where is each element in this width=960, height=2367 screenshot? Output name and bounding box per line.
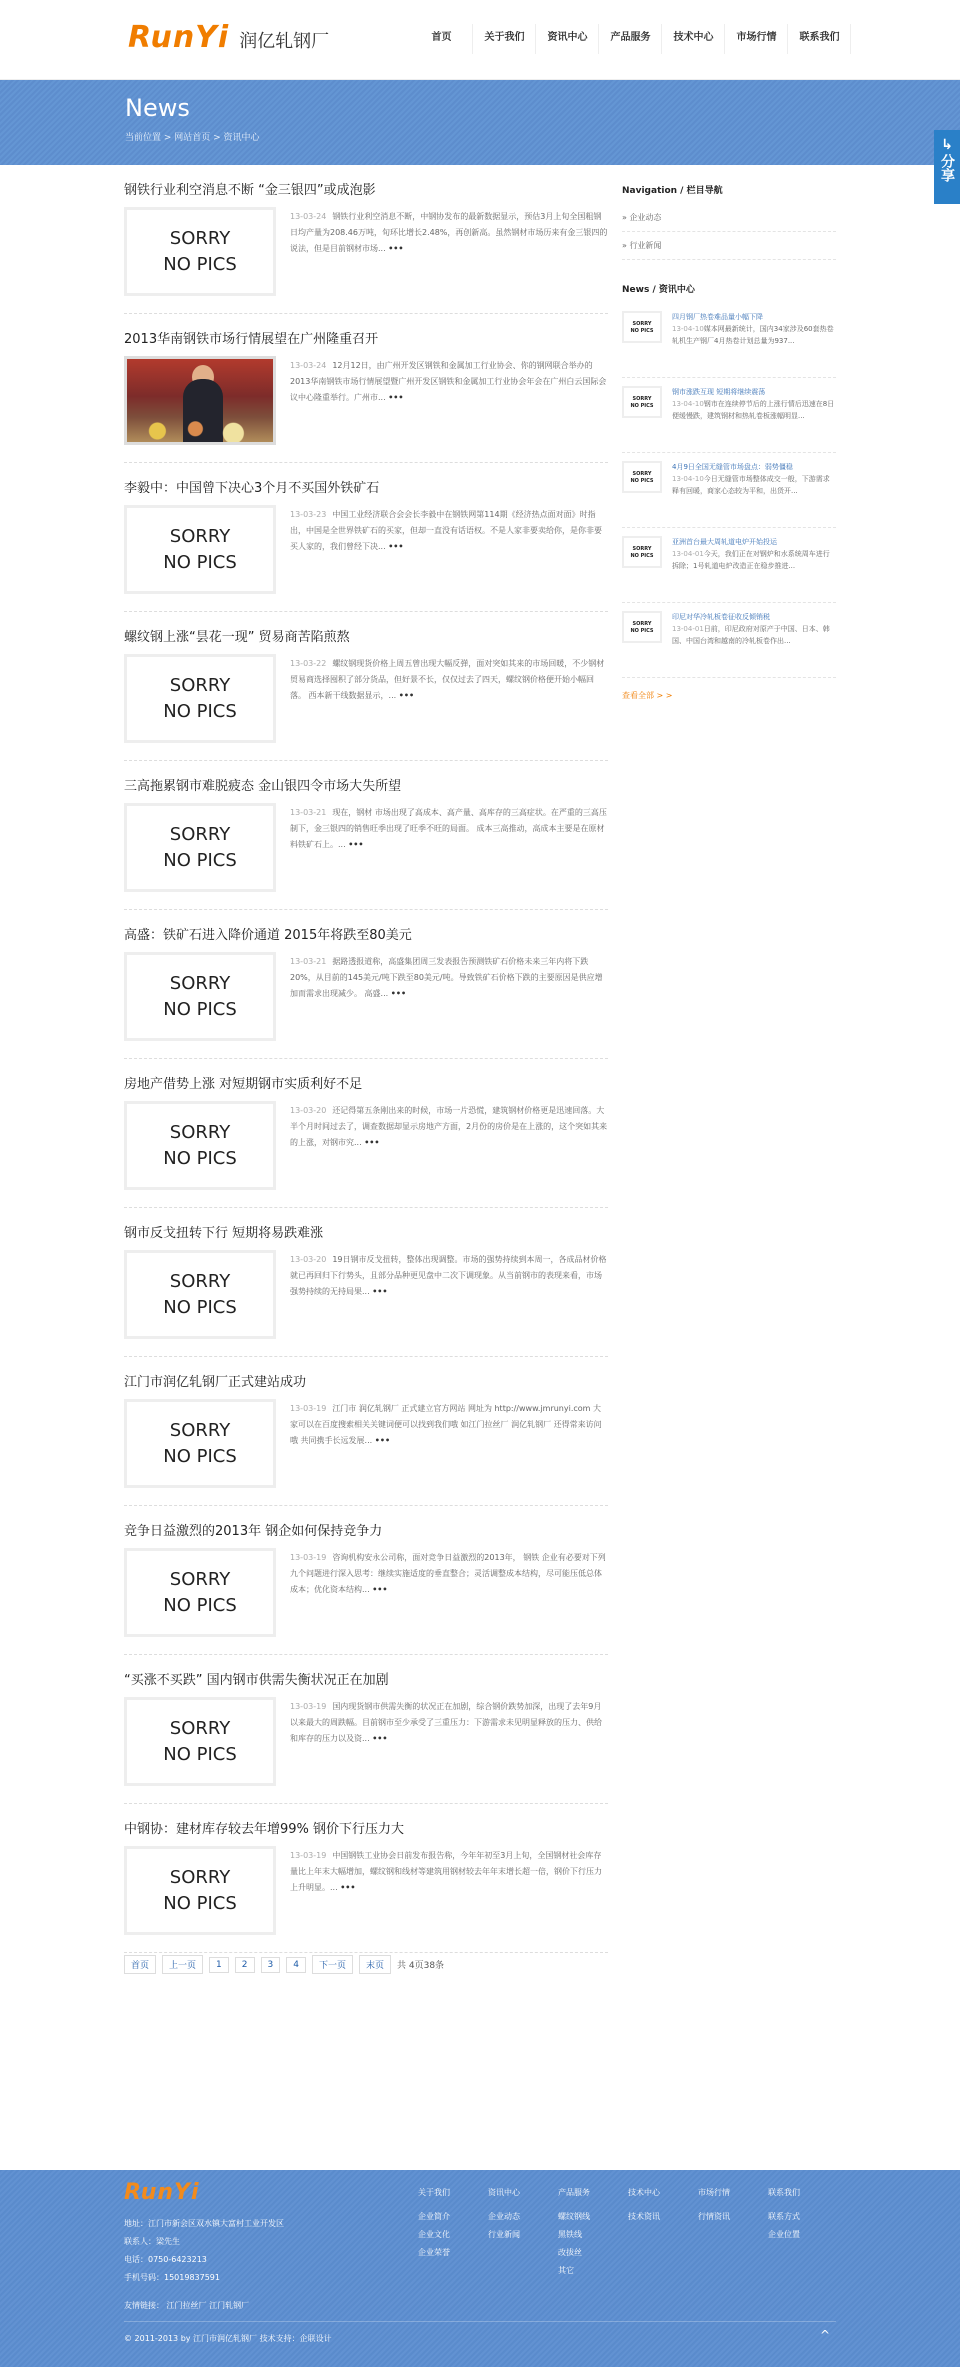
article-body	[124, 1697, 608, 1786]
site-footer	[0, 2170, 960, 2367]
article-body	[124, 654, 608, 743]
back-to-top-button[interactable]: ^	[820, 2328, 831, 2342]
article-summary	[290, 1548, 608, 1637]
placeholder-line-1: SORRY	[169, 1270, 231, 1292]
sidebar-news-title[interactable]: 四月钢厂热卷难品量小幅下降	[672, 313, 763, 321]
article-title[interactable]: 李毅中：中国曾下决心3个月不买国外铁矿石	[124, 481, 380, 496]
article-body	[124, 207, 608, 296]
article-date: 13-03-19	[290, 1553, 327, 1562]
read-more-link[interactable]: •••	[372, 1585, 388, 1594]
placeholder-line-2: NO PICS	[163, 1147, 237, 1169]
share-icon: ↳	[941, 137, 953, 153]
article-summary-text: 钢铁行业利空消息不断，中钢协发布的最新数据显示，预估3月上旬全国粗钢日均产量为208.46万吨，旬环比增长2.48%，再创新高。虽然钢材市场历来有金三银四的说法，但是目前钢材市场...	[290, 212, 608, 253]
article-summary	[290, 952, 608, 1041]
sidebar-news-item[interactable]	[622, 453, 836, 528]
no-pics-placeholder[interactable]	[124, 207, 276, 296]
footer-link[interactable]: 行情资讯	[698, 2212, 730, 2221]
nav-news[interactable]: 资讯中心	[536, 0, 599, 80]
sidebar-news-summary: 日前，印尼政府对原产于中国、日本、韩国、中国台湾和越南的冷轧板卷作出...	[672, 625, 830, 645]
article-summary-text: 螺纹钢现货价格上周五曾出现大幅反弹，面对突如其来的市场回暖，不少钢材贸易商选择囤积了部分货品，但好景不长，仅仅过去了四天，螺纹钢价格便开始小幅回落。 西本新干线数据显示，...	[290, 659, 605, 700]
footer-divider	[124, 2321, 836, 2322]
logo-cn: 润亿轧钢厂	[239, 31, 330, 52]
nav-tech[interactable]: 技术中心	[662, 0, 725, 80]
sidebar-link-industry-news[interactable]: » 行业新闻	[622, 232, 836, 260]
no-pics-placeholder[interactable]	[124, 1399, 276, 1488]
placeholder-line-2: NO PICS	[163, 1892, 237, 1914]
sidebar-news-text	[672, 461, 836, 519]
article-title[interactable]: 高盛：铁矿石进入降价通道 2015年将跌至80美元	[124, 928, 412, 943]
article-body	[124, 803, 608, 892]
sidebar-news-summary: 媒本网最新统计，国内34家涉及60套热卷轧机生产钢厂4月热卷计划总量为937...	[672, 325, 834, 345]
sidebar-news-item[interactable]	[622, 603, 836, 678]
article-date: 13-03-22	[290, 659, 327, 668]
article-summary	[290, 356, 608, 445]
pager-page-1[interactable]: 1	[209, 1957, 229, 1973]
footer-column	[628, 2184, 698, 2280]
sidebar-news-summary: 今日无缝管市场整体成交一般，下游需求释有回暖，商家心态较为平和，出货开...	[672, 475, 830, 495]
article-date: 13-03-23	[290, 510, 327, 519]
article-body	[124, 1846, 608, 1935]
no-pics-placeholder	[622, 461, 662, 493]
footer-column	[558, 2184, 628, 2280]
article-title[interactable]: 江门市润亿轧钢厂正式建站成功	[124, 1375, 307, 1390]
view-all-link[interactable]: 查看全部 > >	[622, 691, 673, 700]
read-more-link[interactable]: •••	[398, 691, 415, 700]
footer-columns	[418, 2184, 838, 2280]
footer-phone: 电话：0750-6423213	[124, 2255, 207, 2264]
footer-link[interactable]: 行业新闻	[488, 2230, 520, 2239]
placeholder-line-2: NO PICS	[630, 328, 654, 334]
no-pics-placeholder[interactable]	[124, 803, 276, 892]
article-title[interactable]: 2013华南钢铁市场行情展望在广州隆重召开	[124, 332, 379, 347]
page-title: News	[125, 94, 190, 122]
sidebar-news-item[interactable]	[622, 303, 836, 378]
placeholder-line-2: NO PICS	[630, 628, 654, 634]
placeholder-line-1: SORRY	[169, 525, 231, 547]
article-date: 13-03-19	[290, 1851, 327, 1860]
photo-flowers	[127, 420, 276, 442]
footer-link[interactable]: 企业位置	[768, 2230, 800, 2239]
placeholder-line-2: NO PICS	[163, 1296, 237, 1318]
share-label: 分享	[939, 154, 955, 182]
pager-page-2[interactable]: 2	[235, 1957, 255, 1973]
footer-copyright: © 2011-2013 by 江门市润亿轧钢厂 技术支持：企联设计	[124, 2334, 332, 2343]
article-item	[124, 1804, 608, 1953]
article-summary-text: 12月12日，由广州开发区钢铁和金属加工行业协会、你的钢网联合举办的2013华南钢铁市场行情展望暨广州开发区钢铁和金属加工行业协会年会在广州白云国际会议中心隆重举行。广州市...	[290, 361, 607, 402]
placeholder-line-1: SORRY	[632, 471, 652, 477]
read-more-link[interactable]: •••	[390, 989, 407, 998]
footer-mobile: 手机号码：15019837591	[124, 2273, 220, 2282]
placeholder-line-1: SORRY	[169, 227, 231, 249]
sidebar-news-text	[672, 311, 836, 369]
read-more-link[interactable]: •••	[388, 542, 404, 551]
article-item	[124, 761, 608, 910]
article-body	[124, 356, 608, 445]
footer-column-head[interactable]: 技术中心	[628, 2188, 660, 2197]
read-more-link[interactable]: •••	[340, 1883, 356, 1892]
sidebar-news-date: 13-04-01	[672, 625, 704, 633]
article-summary-text: 据路透报道称，高盛集团周三发表报告预测铁矿石价格未来三年内将下跌20%，从目前的145美元/吨下跌至80美元/吨。导致铁矿石价格下跌的主要原因是供应增加而需求出现减少。 高盛...	[290, 957, 603, 998]
no-pics-placeholder	[622, 536, 662, 568]
sidebar-news-title[interactable]: 4月9日全国无缝管市场盘点：弱势僵稳	[672, 463, 793, 471]
article-body	[124, 1548, 608, 1637]
article-body	[124, 1250, 608, 1339]
placeholder-line-1: SORRY	[169, 1121, 231, 1143]
article-summary-text: 国内现货钢市供需失衡的状况正在加剧，综合钢价跌势加深，出现了去年9月以来最大的周跌幅。目前钢市至少承受了三重压力：下游需求未见明显释放的压力、供给和库存的压力以及资...	[290, 1702, 602, 1743]
article-title[interactable]: 房地产借势上涨 对短期钢市实质利好不足	[124, 1077, 363, 1092]
footer-column	[418, 2184, 488, 2280]
article-date: 13-03-24	[290, 361, 327, 370]
footer-link[interactable]: 企业文化	[418, 2230, 450, 2239]
article-item	[124, 612, 608, 761]
sidebar-news-summary: 今天，我们正在对钢炉和水系统周车进行拆除；1号轧道电炉改造正在稳步推进...	[672, 550, 830, 570]
article-date: 13-03-21	[290, 957, 327, 966]
article-date: 13-03-20	[290, 1255, 327, 1264]
no-pics-placeholder[interactable]	[124, 952, 276, 1041]
article-summary-text: 中国工业经济联合会会长李毅中在钢铁网第114期《经济热点面对面》时指出，中国是全世界铁矿石的买家，但却一直没有话语权。不是人家非要卖给你，是你非要买人家的，我们曾经下决...	[290, 510, 602, 551]
placeholder-line-2: NO PICS	[163, 1594, 237, 1616]
footer-column-head[interactable]: 联系我们	[768, 2188, 800, 2197]
read-more-link[interactable]: •••	[388, 393, 404, 402]
placeholder-line-1: SORRY	[632, 546, 652, 552]
pager-next[interactable]: 下一页	[312, 1955, 353, 1974]
footer-link[interactable]: 改拔丝	[558, 2248, 582, 2257]
article-summary	[290, 505, 608, 594]
footer-column	[488, 2184, 558, 2280]
article-summary	[290, 1399, 608, 1488]
article-summary-text: 现在，钢材 市场出现了高成本、高产量、高库存的三高症状。在严重的三高压制下，金三银四的销售旺季出现了旺季不旺的局面。 成本三高推动，高成本主要是在原材料铁矿石上。...	[290, 808, 607, 849]
nav-market[interactable]: 市场行情	[725, 0, 788, 80]
no-pics-placeholder[interactable]	[124, 1548, 276, 1637]
pager-page-3[interactable]: 3	[261, 1957, 281, 1973]
footer-contact	[124, 2215, 284, 2287]
sidebar-news-text	[672, 386, 836, 444]
footer-address: 地址：江门市新会区双水镇大富村工业开发区	[124, 2219, 284, 2228]
footer-column-head[interactable]: 关于我们	[418, 2188, 450, 2197]
placeholder-line-2: NO PICS	[163, 1743, 237, 1765]
article-summary-text: 还记得第五条刚出来的时候，市场一片恐慌，建筑钢材价格更是迅速回落。大半个月时间过去了，调查数据却显示房地产方面，2月份的房价是在上涨的，这个突如其来的上涨，对钢市究...	[290, 1106, 608, 1147]
no-pics-placeholder[interactable]	[124, 1846, 276, 1935]
article-summary	[290, 1250, 608, 1339]
no-pics-placeholder	[622, 611, 662, 643]
read-more-link[interactable]: •••	[388, 244, 404, 253]
sidebar-news-list	[622, 303, 836, 678]
nav-contact[interactable]: 联系我们	[788, 0, 851, 80]
article-date: 13-03-24	[290, 212, 327, 221]
placeholder-line-1: SORRY	[169, 972, 231, 994]
footer-link[interactable]: 联系方式	[768, 2212, 800, 2221]
no-pics-placeholder[interactable]	[124, 1250, 276, 1339]
placeholder-line-1: SORRY	[169, 1568, 231, 1590]
breadcrumb[interactable]: 当前位置 > 网站首页 > 资讯中心	[125, 133, 260, 143]
placeholder-line-2: NO PICS	[163, 253, 237, 275]
article-summary-text: 江门市 润亿轧钢厂 正式建立官方网站 网址为 http://www.jmrunyi.com 大家可以在百度搜索相关关键词便可以找到我们哦 如江门拉丝厂 润亿轧钢厂 还得常来访问哦 共同携手长远发展...	[290, 1404, 602, 1445]
article-item	[124, 314, 608, 463]
sidebar-news-title[interactable]: 钢市涨跌互现 短期将继续震荡	[672, 388, 766, 396]
article-date: 13-03-21	[290, 808, 327, 817]
article-list	[124, 165, 608, 1953]
placeholder-line-1: SORRY	[632, 621, 652, 627]
article-date: 13-03-19	[290, 1404, 327, 1413]
main-nav	[410, 0, 851, 80]
sidebar-news-date: 13-04-10	[672, 475, 704, 483]
article-title[interactable]: 三高拖累钢市难脱疲态 金山银四令市场大失所望	[124, 779, 402, 794]
article-summary	[290, 1697, 608, 1786]
placeholder-line-1: SORRY	[169, 1866, 231, 1888]
article-body	[124, 1399, 608, 1488]
nav-about[interactable]: 关于我们	[473, 0, 536, 80]
placeholder-line-2: NO PICS	[163, 700, 237, 722]
no-pics-placeholder[interactable]	[124, 505, 276, 594]
placeholder-line-1: SORRY	[169, 1717, 231, 1739]
footer-link[interactable]: 其它	[558, 2266, 574, 2275]
footer-link[interactable]: 黑铁线	[558, 2230, 582, 2239]
footer-logo: RunYi	[124, 2180, 200, 2205]
article-summary-text: 19日钢市反戈扭转，整体出现调整。市场的强势持续到本周一，各成品材价格就已再回归下行势头，且部分品种更见盘中二次下调现象。从当前钢市的表现来看，市场强势持续的无持局果...	[290, 1255, 607, 1296]
pager-first[interactable]: 首页	[124, 1955, 156, 1974]
article-summary-text: 中国钢铁工业协会日前发布报告称，今年年初至3月上旬，全国钢材社会库存量比上年末大幅增加，螺纹钢和线材等建筑用钢材较去年年末增长超一倍，钢价下行压力上升明显。...	[290, 1851, 602, 1892]
placeholder-line-1: SORRY	[169, 823, 231, 845]
footer-link[interactable]: 技术资讯	[628, 2212, 660, 2221]
no-pics-placeholder[interactable]	[124, 1697, 276, 1786]
logo[interactable]	[128, 20, 329, 55]
article-date: 13-03-20	[290, 1106, 327, 1115]
footer-link[interactable]: 螺纹钢线	[558, 2212, 590, 2221]
sidebar-link-company-news[interactable]: » 企业动态	[622, 204, 836, 232]
share-button[interactable]	[934, 130, 960, 204]
article-item	[124, 910, 608, 1059]
footer-link[interactable]: 企业动态	[488, 2212, 520, 2221]
read-more-link[interactable]: •••	[372, 1287, 388, 1296]
sidebar-news-text	[672, 536, 836, 594]
article-title[interactable]: 螺纹钢上涨“昙花一现” 贸易商苦陷煎熬	[124, 630, 350, 645]
sidebar	[622, 183, 836, 701]
page-banner	[0, 80, 960, 182]
placeholder-line-2: NO PICS	[163, 1445, 237, 1467]
article-title[interactable]: “买涨不买跌” 国内钢市供需失衡状况正在加剧	[124, 1673, 389, 1688]
read-more-link[interactable]: •••	[374, 1436, 391, 1445]
article-date: 13-03-19	[290, 1702, 327, 1711]
article-item	[124, 1208, 608, 1357]
sidebar-news-item[interactable]	[622, 528, 836, 603]
article-item	[124, 1506, 608, 1655]
nav-products[interactable]: 产品服务	[599, 0, 662, 80]
placeholder-line-2: NO PICS	[163, 849, 237, 871]
placeholder-line-2: NO PICS	[163, 998, 237, 1020]
footer-column	[768, 2184, 838, 2280]
sidebar-nav-title: Navigation / 栏目导航	[622, 186, 723, 196]
placeholder-line-1: SORRY	[632, 321, 652, 327]
footer-column-head[interactable]: 产品服务	[558, 2188, 590, 2197]
footer-column-head[interactable]: 资讯中心	[488, 2188, 520, 2197]
article-title[interactable]: 钢铁行业利空消息不断 “金三银四”或成泡影	[124, 183, 376, 198]
pager-page-4[interactable]: 4	[286, 1957, 306, 1973]
placeholder-line-2: NO PICS	[630, 478, 654, 484]
article-summary	[290, 1101, 608, 1190]
read-more-link[interactable]: •••	[372, 1734, 388, 1743]
article-summary-text: 咨询机构安永公司称，面对竞争日益激烈的2013年， 钢铁 企业有必要对下列九个问题进行深入思考：继续实施适度的垂直整合；灵活调整成本结构，尽可能压低总体成本；优化资本结构...	[290, 1553, 606, 1594]
article-item	[124, 1357, 608, 1506]
sidebar-news-summary: 钢市在连续停节后的上涨行情后迅速在8日便缓慢跌，建筑钢材和热轧卷板涨幅明显...	[672, 400, 835, 420]
no-pics-placeholder	[622, 386, 662, 418]
article-title[interactable]: 钢市反戈扭转下行 短期将易跌难涨	[124, 1226, 324, 1241]
pagination	[124, 1955, 444, 1974]
sidebar-news-date: 13-04-10	[672, 400, 704, 408]
article-summary	[290, 654, 608, 743]
logo-en: RunYi	[128, 20, 230, 55]
sidebar-news-title: News / 资讯中心	[622, 285, 695, 295]
article-item	[124, 463, 608, 612]
site-header	[0, 0, 960, 80]
no-pics-placeholder[interactable]	[124, 654, 276, 743]
sidebar-news-text	[672, 611, 836, 669]
article-summary	[290, 1846, 608, 1935]
placeholder-line-1: SORRY	[169, 1419, 231, 1441]
footer-friend-links[interactable]: 友情链接： 江门拉丝厂 江门轧钢厂	[124, 2301, 250, 2310]
article-item	[124, 1655, 608, 1804]
footer-link[interactable]: 企业荣誉	[418, 2248, 450, 2257]
footer-column-head[interactable]: 市场行情	[698, 2188, 730, 2197]
article-thumbnail[interactable]	[124, 356, 276, 445]
placeholder-line-2: NO PICS	[630, 553, 654, 559]
placeholder-line-2: NO PICS	[163, 551, 237, 573]
article-title[interactable]: 中钢协：建材库存较去年增99% 钢价下行压力大	[124, 1822, 405, 1837]
article-body	[124, 952, 608, 1041]
sidebar-news-item[interactable]	[622, 378, 836, 453]
placeholder-line-1: SORRY	[632, 396, 652, 402]
article-summary	[290, 207, 608, 296]
no-pics-placeholder[interactable]	[124, 1101, 276, 1190]
read-more-link[interactable]: •••	[348, 840, 364, 849]
pager-prev[interactable]: 上一页	[162, 1955, 203, 1974]
article-body	[124, 1101, 608, 1190]
placeholder-line-1: SORRY	[169, 674, 231, 696]
article-summary	[290, 803, 608, 892]
article-title[interactable]: 竞争日益激烈的2013年 钢企如何保持竞争力	[124, 1524, 383, 1539]
article-item	[124, 1059, 608, 1208]
read-more-link[interactable]: •••	[364, 1138, 380, 1147]
footer-column	[698, 2184, 768, 2280]
sidebar-news-title[interactable]: 亚洲首台最大周轧道电炉开始投运	[672, 538, 777, 546]
placeholder-line-2: NO PICS	[630, 403, 654, 409]
article-item	[124, 165, 608, 314]
article-body	[124, 505, 608, 594]
sidebar-news-title[interactable]: 印尼对华冷轧板卷征收反倾销税	[672, 613, 770, 621]
sidebar-news-date: 13-04-10	[672, 325, 704, 333]
footer-contact-person: 联系人：梁先生	[124, 2237, 180, 2246]
pager-info: 共 4页38条	[397, 1961, 445, 1971]
no-pics-placeholder	[622, 311, 662, 343]
pager-last[interactable]: 末页	[359, 1955, 391, 1974]
footer-link[interactable]: 企业简介	[418, 2212, 450, 2221]
nav-home[interactable]: 首页	[410, 0, 473, 80]
sidebar-news-date: 13-04-01	[672, 550, 704, 558]
